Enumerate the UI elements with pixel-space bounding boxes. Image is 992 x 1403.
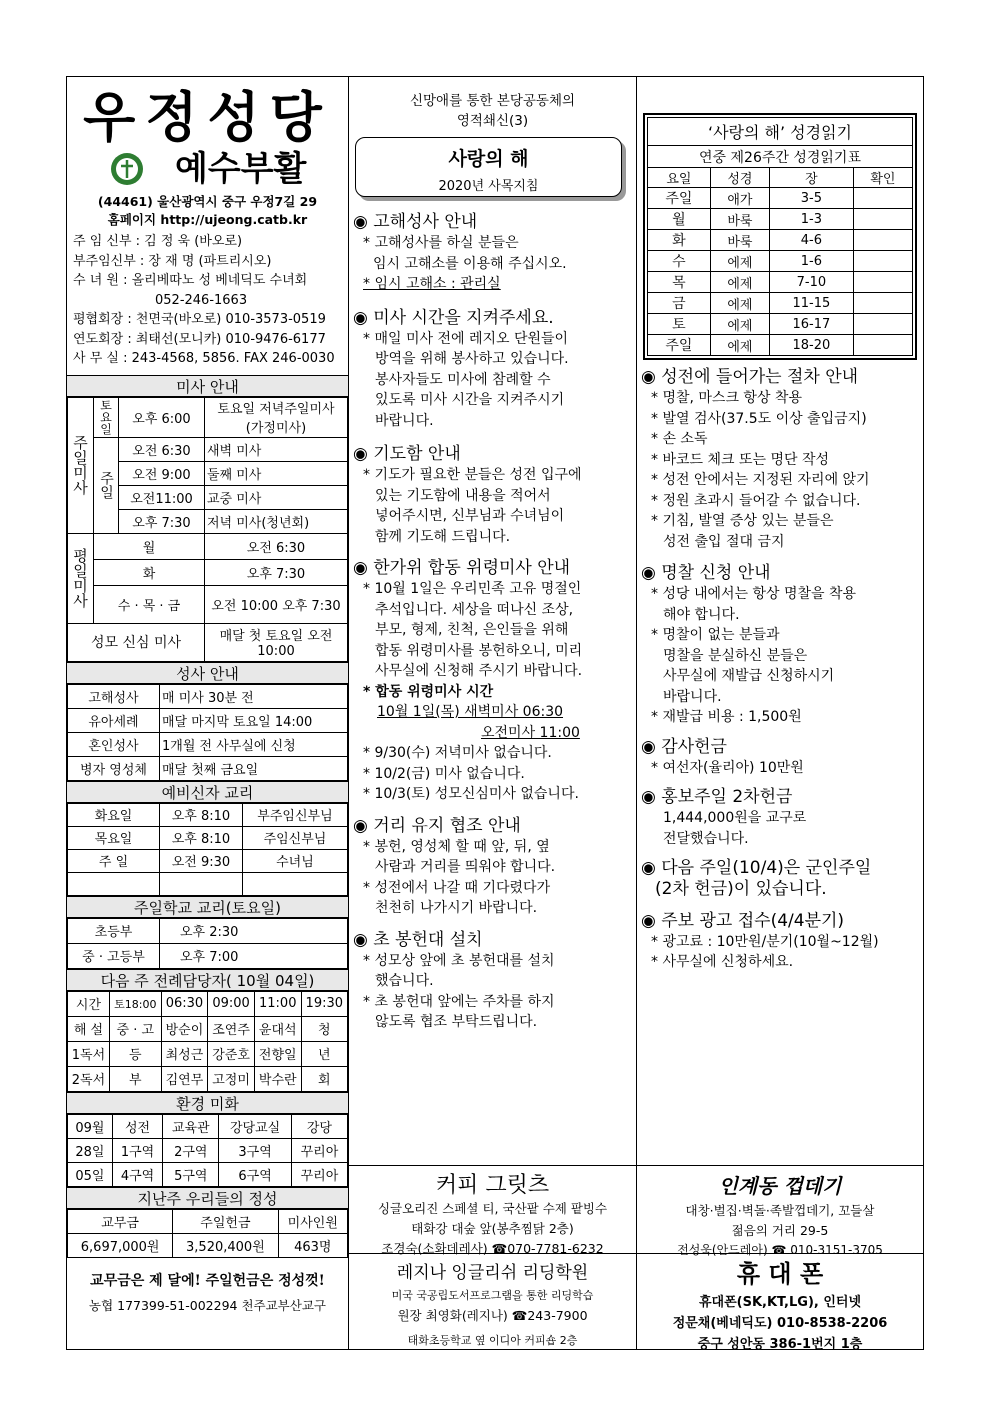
- env-cell: 05일: [68, 1162, 113, 1186]
- env-cell: 4구역: [112, 1162, 162, 1186]
- notice-line: 넣어주시면, 신부님과 수녀님이: [375, 508, 565, 524]
- notice-line: * 여선자(율리아) 10만원: [651, 759, 804, 776]
- notice-line: 성전 출입 절대 금지: [663, 533, 785, 550]
- notice-line: 바랍니다.: [375, 412, 434, 429]
- offering-slogan: 교무금은 제 달에! 주일헌금은 정성껏!: [90, 1272, 325, 1289]
- notice-line: * 10/2(금) 미사 없습니다.: [363, 765, 525, 782]
- ad-line: 원장 최영화(레지나) ☎243-7900: [397, 1308, 588, 1323]
- notice-title: ◉ 명찰 신청 안내: [641, 563, 771, 583]
- env-cell: 꾸리아: [291, 1138, 347, 1162]
- notice-section: [641, 786, 919, 849]
- env-cell: 교육관: [163, 1114, 219, 1138]
- class-time: [160, 872, 243, 895]
- bible-reading-box: [643, 113, 917, 360]
- notice-section: [353, 307, 632, 432]
- sacrament-info: 매달 마지막 토요일 14:00: [160, 708, 348, 732]
- mass-time: 오후 7:30: [119, 509, 205, 533]
- bible-cell: 애가: [710, 188, 769, 209]
- mass-heading: 미사 안내: [67, 375, 348, 397]
- ad-line: 중구 성안동 386-1번지 1층: [697, 1337, 863, 1352]
- bible-cell: 1-6: [769, 251, 853, 272]
- school-time: 오후 2:30: [160, 918, 348, 943]
- sunday-school-heading: 주일학교 교리(토요일): [67, 896, 348, 918]
- liturgy-cell: 청: [301, 1016, 347, 1041]
- notice-title: ◉ 초 봉헌대 설치: [353, 929, 483, 950]
- ad-name: 인계동 껍데기: [718, 1174, 842, 1198]
- liturgy-cell: 1독서: [68, 1041, 110, 1066]
- bible-reading-table: [647, 117, 913, 356]
- notice-line: 않도록 협조 부탁드립니다.: [375, 1014, 538, 1030]
- restaurant-ad: [637, 1165, 923, 1257]
- sacrament-name: 병자 영성체: [68, 756, 160, 780]
- saturday-desc: 토요일 저녁주일미사 (가정미사): [205, 397, 348, 437]
- school-time: 오후 7:00: [160, 943, 348, 968]
- homepage-link[interactable]: 홈페이지 http://ujeong.catb.kr: [107, 212, 308, 227]
- notice-title: ◉ 한가위 합동 위령미사 안내: [353, 558, 571, 578]
- env-cell: 강당교실: [219, 1114, 292, 1138]
- bible-cell: 에제: [710, 335, 769, 356]
- class-day: 목요일: [68, 826, 160, 849]
- weekday-day: 수 · 목 · 금: [94, 585, 205, 623]
- notice-line: * 성전 안에서는 지정된 자리에 앉기: [651, 472, 870, 488]
- notice-line: 있는 기도함에 내용을 적어서: [375, 487, 551, 504]
- sunday-school-table: [67, 918, 348, 969]
- weekday-time: 오전 6:30: [205, 533, 348, 559]
- liturgy-cell: 김연무: [161, 1066, 208, 1091]
- env-cell: 09월: [68, 1114, 113, 1138]
- notice-line: * 성모상 앞에 초 봉헌대를 설치: [363, 952, 555, 969]
- class-day: 주 일: [68, 849, 160, 872]
- notice-line: 천천히 나가시기 바랍니다.: [375, 900, 538, 916]
- env-cell: 6구역: [219, 1162, 292, 1186]
- mass-name: 새벽 미사: [205, 437, 348, 461]
- notice-line: * 10월 1일은 우리민족 고유 명절인: [363, 581, 582, 597]
- offering-col: 미사인원: [278, 1209, 347, 1233]
- school-grade: 중 · 고등부: [68, 943, 160, 968]
- notice-line: * 성전에서 나갈 때 기다렸다가: [363, 879, 551, 896]
- notice-section: [353, 211, 632, 295]
- notice-section: [353, 815, 632, 919]
- sacrament-name: 고해성사: [68, 684, 160, 708]
- notice-title: ◉ 거리 유지 협조 안내: [353, 815, 521, 836]
- weekday-mass-label: 평일미사: [68, 533, 94, 623]
- notice-section: [353, 557, 632, 805]
- bible-cell: 3-5: [769, 188, 853, 209]
- notice-line: 바랍니다.: [663, 688, 722, 705]
- liturgy-cell: 중 · 고: [109, 1016, 161, 1041]
- env-cell: 1구역: [112, 1138, 162, 1162]
- notice-section: [641, 857, 919, 900]
- ad-line: 태화초등학교 옆 이디아 커피숍 2층: [407, 1334, 578, 1347]
- staff-line: 수 녀 원 : 올리베따노 성 베네딕도 수녀회: [73, 273, 308, 288]
- class-day: [68, 872, 160, 895]
- ad-line: 싱글오리진 스페셜 티, 국산팥 수제 팥빙수: [377, 1201, 608, 1216]
- phone-shop-ad: [637, 1253, 923, 1352]
- bible-cell: 16-17: [769, 314, 853, 335]
- env-cell: 성전: [112, 1114, 162, 1138]
- class-teacher: 주임신부님: [242, 826, 347, 849]
- bible-cell: 에제: [710, 272, 769, 293]
- bible-cell: 금: [648, 293, 711, 314]
- notice-line: 전달했습니다.: [663, 830, 749, 847]
- staff-list: [67, 232, 348, 369]
- notice-line: * 10/3(토) 성모신심미사 없습니다.: [363, 786, 579, 802]
- ad-line: 전성욱(안드레아) ☎ 010-3151-3705: [677, 1243, 883, 1257]
- sacrament-info: 1개월 전 사무실에 신청: [160, 732, 348, 756]
- notice-line: 임시 고해소를 이용해 주십시오.: [373, 255, 567, 272]
- banner-title: 사랑의 해: [448, 148, 529, 170]
- notice-section: [641, 366, 919, 552]
- liturgy-cell: 최성근: [161, 1041, 208, 1066]
- bible-cell: 목: [648, 272, 711, 293]
- sunday-mass-label: 주일미사: [68, 397, 94, 533]
- bible-cell: 에제: [710, 293, 769, 314]
- bible-check-cell[interactable]: [853, 188, 912, 209]
- notice-line: * 매일 미사 전에 레지오 단원들이: [363, 330, 569, 347]
- liturgy-cell: 11:00: [254, 991, 301, 1016]
- ad-line: 휴대폰(SK,KT,LG), 인터넷: [698, 1295, 862, 1310]
- middle-column: [349, 77, 637, 1349]
- liturgy-cell: 부: [109, 1066, 161, 1091]
- bible-title: ‘사랑의 해’ 성경읽기: [648, 118, 913, 146]
- staff-line: 주 임 신부 : 김 정 욱 (바오로): [73, 234, 243, 249]
- liturgy-cell: 09:00: [208, 991, 255, 1016]
- notice-line: 사무실에 재발급 신청하시기: [663, 668, 835, 684]
- notice-line: 있도록 미사 시간을 지켜주시기: [375, 392, 565, 408]
- class-teacher: 부주임신부님: [242, 803, 347, 826]
- environment-table: [67, 1114, 348, 1187]
- catechumen-heading: 예비신자 교리: [67, 781, 348, 803]
- environment-heading: 환경 미화: [67, 1092, 348, 1114]
- liturgy-cell: 윤대석: [254, 1016, 301, 1041]
- bible-check-cell[interactable]: [853, 251, 912, 272]
- bible-cell: 월: [648, 209, 711, 230]
- staff-line: 사 무 실 : 243-4568, 5856. FAX 246-0030: [73, 351, 335, 366]
- sacrament-name: 유아세례: [68, 708, 160, 732]
- class-teacher: [242, 872, 347, 895]
- staff-line: 평협회장 : 천면국(바오로) 010-3573-0519: [73, 312, 326, 327]
- weekday-day: 월: [94, 533, 205, 559]
- staff-line: 연도회장 : 최태선(모니카) 010-9476-6177: [73, 331, 326, 347]
- liturgy-table: [67, 991, 348, 1092]
- bible-cell: 수: [648, 251, 711, 272]
- academy-ad: [349, 1253, 636, 1349]
- notice-line: 명찰을 분실하신 분들은: [663, 647, 808, 664]
- catechumen-table: [67, 803, 348, 896]
- mass-name: 저녁 미사(청년회): [205, 509, 348, 533]
- bible-check-cell[interactable]: [853, 272, 912, 293]
- ad-line: 젊음의 거리 29-5: [731, 1223, 829, 1238]
- bible-cell: 1-3: [769, 209, 853, 230]
- bible-cell: 바룩: [710, 209, 769, 230]
- sacrament-heading: 성사 안내: [67, 662, 348, 684]
- ad-name: 레지나 잉글리쉬 리딩학원: [396, 1263, 589, 1283]
- notice-line: 부모, 형제, 친척, 은인들을 위해: [375, 622, 569, 638]
- env-cell: 강당: [291, 1114, 347, 1138]
- mass-name: 둘째 미사: [205, 461, 348, 485]
- bible-cell: 11-15: [769, 293, 853, 314]
- bulletin-page: [66, 76, 924, 1350]
- marian-mass-time: 매달 첫 토요일 오전 10:00: [205, 623, 348, 661]
- offering-table: [67, 1209, 348, 1258]
- notice-section: [353, 443, 632, 547]
- notice-line: 합동 위령미사를 봉헌하오니, 미리: [375, 642, 583, 659]
- parish-subtitle: 예수부활: [175, 149, 307, 189]
- mass-time: 오전 6:30: [119, 437, 205, 461]
- notice-line: * 사무실에 신청하세요.: [651, 954, 794, 970]
- notice-section: [641, 910, 919, 973]
- notice-title: ◉ 기도함 안내: [353, 444, 461, 464]
- notice-line: * 광고료 : 10만원/분기(10월~12월): [651, 933, 879, 950]
- class-teacher: 수녀님: [242, 849, 347, 872]
- mass-time: 오전11:00: [119, 485, 205, 509]
- notice-line: * 손 소독: [651, 431, 708, 447]
- notice-line: 10월 1일(목) 새벽미사 06:30: [377, 704, 564, 720]
- env-cell: 5구역: [163, 1162, 219, 1186]
- banner-subtitle: 2020년 사목지침: [438, 179, 539, 194]
- ad-line: 태화강 대숲 앞(봉추찜닭 2층): [411, 1221, 574, 1236]
- offering-val: 463명: [278, 1233, 347, 1257]
- notice-line: * 기침, 발열 증상 있는 분들은: [651, 513, 834, 529]
- liturgy-cell: 2독서: [68, 1066, 110, 1091]
- liturgy-cell: 전향일: [254, 1041, 301, 1066]
- liturgy-cell: 06:30: [161, 991, 208, 1016]
- saturday-time: 오후 6:00: [119, 397, 205, 437]
- sacrament-name: 혼인성사: [68, 732, 160, 756]
- school-grade: 초등부: [68, 918, 160, 943]
- env-cell: 2구역: [163, 1138, 219, 1162]
- right-column: [637, 77, 923, 1352]
- liturgy-cell: 박수란: [254, 1066, 301, 1091]
- middle-notices: [349, 211, 636, 1033]
- notice-line: 사람과 거리를 띄워야 합니다.: [375, 859, 556, 875]
- env-cell: 꾸리아: [291, 1162, 347, 1186]
- notice-line: 1,444,000원을 교구로: [663, 810, 807, 826]
- notice-line: * 임시 고해소 : 관리실: [363, 276, 501, 292]
- bible-col-header: 장: [769, 168, 853, 188]
- notice-line: * 고해성사를 하실 분들은: [363, 235, 519, 251]
- right-notices: [637, 366, 923, 973]
- bible-cell: 토: [648, 314, 711, 335]
- notice-title: ◉ 미사 시간을 지켜주세요.: [353, 307, 554, 328]
- offering-val: 3,520,400원: [173, 1233, 278, 1257]
- bible-col-header: 확인: [853, 168, 912, 188]
- bible-subtitle: 연중 제26주간 성경읽기표: [648, 146, 913, 168]
- env-cell: 3구역: [219, 1138, 292, 1162]
- liturgy-cell: 토18:00: [109, 991, 161, 1016]
- sunday-label: 주일: [94, 437, 119, 533]
- intro-line: 신망애를 통한 본당공동체의: [409, 93, 576, 109]
- notice-line: * 명찰, 마스크 항상 착용: [651, 390, 802, 406]
- bank-account: 농협 177399-51-002294 천주교부산교구: [89, 1297, 326, 1313]
- bible-cell: 4-6: [769, 230, 853, 251]
- ad-line: 대창·벌집·벽돌·족발껍데기, 꼬들살: [685, 1203, 875, 1218]
- intro-line: 영적쇄신(3): [456, 113, 529, 129]
- notice-line: (2차 헌금)이 있습니다.: [655, 879, 827, 899]
- notice-title: ◉ 감사헌금: [641, 736, 727, 757]
- bible-check-cell[interactable]: [853, 314, 912, 335]
- liturgy-heading: 다음 주 전례담당자( 10월 04일): [67, 969, 348, 991]
- notice-line: 사무실에 신청해 주시기 바랍니다.: [375, 663, 583, 679]
- offering-heading: 지난주 우리들의 정성: [67, 1187, 348, 1209]
- notice-line: 방역을 위해 봉사하고 있습니다.: [375, 351, 569, 367]
- bible-cell: 에제: [710, 314, 769, 335]
- saturday-label: 토요일: [94, 397, 119, 437]
- mass-table: [67, 397, 348, 662]
- notice-line: * 합동 위령미사 시간: [363, 683, 494, 700]
- notice-line: * 바코드 체크 또는 명단 작성: [651, 451, 830, 468]
- theme-banner: [355, 137, 626, 201]
- liturgy-cell: 년: [301, 1041, 347, 1066]
- ad-line: 미국 국공립도서프로그램을 통한 리딩학습: [391, 1289, 594, 1302]
- liturgy-cell: 방순이: [161, 1016, 208, 1041]
- notice-line: * 재발급 비용 : 1,500원: [651, 709, 802, 725]
- notice-line: * 9/30(수) 저녁미사 없습니다.: [363, 745, 552, 761]
- notice-line: * 기도가 필요한 분들은 성전 입구에: [363, 467, 582, 483]
- staff-line: 부주임신부 : 장 재 명 (파트리시오): [73, 253, 272, 269]
- banner-box: [355, 137, 622, 197]
- weekday-time: 오전 10:00 오후 7:30: [205, 585, 348, 623]
- notice-section: [641, 562, 919, 728]
- class-time: 오전 9:30: [160, 849, 243, 872]
- bible-cell: 18-20: [769, 335, 853, 356]
- bible-col-header: 요일: [648, 168, 711, 188]
- subtitle-area: [67, 149, 348, 193]
- liturgy-cell: 회: [301, 1066, 347, 1091]
- liturgy-cell: 고정미: [208, 1066, 255, 1091]
- notice-line: * 초 봉헌대 앞에는 주차를 하지: [363, 993, 555, 1010]
- bible-cell: 에제: [710, 251, 769, 272]
- notice-title: ◉ 홍보주일 2차헌금: [641, 787, 793, 807]
- offering-val: 6,697,000원: [68, 1233, 173, 1257]
- notice-title: ◉ 성전에 들어가는 절차 안내: [641, 367, 859, 387]
- staff-line: 052-246-1663: [155, 292, 248, 308]
- mass-time: 오전 9:00: [119, 461, 205, 485]
- notice-section: [641, 736, 919, 779]
- notice-line: 함께 기도해 드립니다.: [375, 528, 511, 545]
- notice-line: 추석입니다. 세상을 떠나신 조상,: [375, 601, 574, 618]
- sacrament-info: 매달 첫째 금요일: [160, 756, 348, 780]
- notice-section: [353, 929, 632, 1033]
- class-time: 오후 8:10: [160, 803, 243, 826]
- notice-line: * 명찰이 없는 분들과: [651, 627, 780, 643]
- liturgy-cell: 등: [109, 1041, 161, 1066]
- class-day: 화요일: [68, 803, 160, 826]
- sacrament-table: [67, 684, 348, 781]
- left-column: [67, 77, 349, 1349]
- notice-title: ◉ 주보 광고 접수(4/4분기): [641, 910, 845, 931]
- bible-check-cell[interactable]: [853, 293, 912, 314]
- notice-line: 오전미사 11:00: [481, 724, 580, 741]
- bible-cell: 주일: [648, 188, 711, 209]
- parish-logo-icon: [109, 151, 145, 187]
- bible-col-header: 성경: [710, 168, 769, 188]
- bible-cell: 화: [648, 230, 711, 251]
- liturgy-cell: 시간: [68, 991, 110, 1016]
- parish-title: 우정성당: [83, 85, 332, 149]
- liturgy-cell: 해 설: [68, 1016, 110, 1041]
- liturgy-cell: 조연주: [208, 1016, 255, 1041]
- class-time: 오후 8:10: [160, 826, 243, 849]
- marian-mass-label: 성모 신심 미사: [68, 623, 205, 661]
- bible-check-cell[interactable]: [853, 209, 912, 230]
- bible-cell: 7-10: [769, 272, 853, 293]
- mass-name: 교중 미사: [205, 485, 348, 509]
- notice-line: * 성당 내에서는 항상 명찰을 착용: [651, 586, 857, 602]
- env-cell: 28일: [68, 1138, 113, 1162]
- notice-line: 했습니다.: [375, 973, 434, 989]
- notice-title: ◉ 고해성사 안내: [353, 212, 478, 232]
- bible-check-cell[interactable]: [853, 230, 912, 251]
- notice-line: * 봉헌, 영성체 할 때 앞, 뒤, 옆: [363, 838, 550, 855]
- liturgy-cell: 19:30: [301, 991, 347, 1016]
- weekday-time: 오후 7:30: [205, 559, 348, 585]
- bible-cell: 바룩: [710, 230, 769, 251]
- weekday-day: 화: [94, 559, 205, 585]
- address: (44461) 울산광역시 중구 우정7길 29: [97, 194, 318, 209]
- bible-check-cell[interactable]: [853, 335, 912, 356]
- liturgy-cell: 강준호: [208, 1041, 255, 1066]
- notice-line: * 발열 검사(37.5도 이상 출입금지): [651, 410, 867, 427]
- ad-name: 커피 그릿츠: [435, 1173, 550, 1198]
- offering-col: 교무금: [68, 1209, 173, 1233]
- bible-cell: 주일: [648, 335, 711, 356]
- ad-line: 조경숙(소화데레사) ☎070-7781-6232: [381, 1241, 604, 1256]
- notice-title: ◉ 다음 주일(10/4)은 군인주일: [641, 858, 872, 878]
- notice-line: * 정원 초과시 들어갈 수 없습니다.: [651, 492, 861, 509]
- notice-line: 봉사자들도 미사에 참례할 수: [375, 371, 551, 388]
- offering-col: 주일헌금: [173, 1209, 278, 1233]
- ad-line: 정문채(베네딕도) 010-8538-2206: [672, 1316, 888, 1331]
- ad-name: 휴 대 폰: [736, 1259, 824, 1288]
- coffee-ad: [349, 1165, 636, 1256]
- notice-line: 해야 합니다.: [663, 606, 740, 623]
- sacrament-info: 매 미사 30분 전: [160, 684, 348, 708]
